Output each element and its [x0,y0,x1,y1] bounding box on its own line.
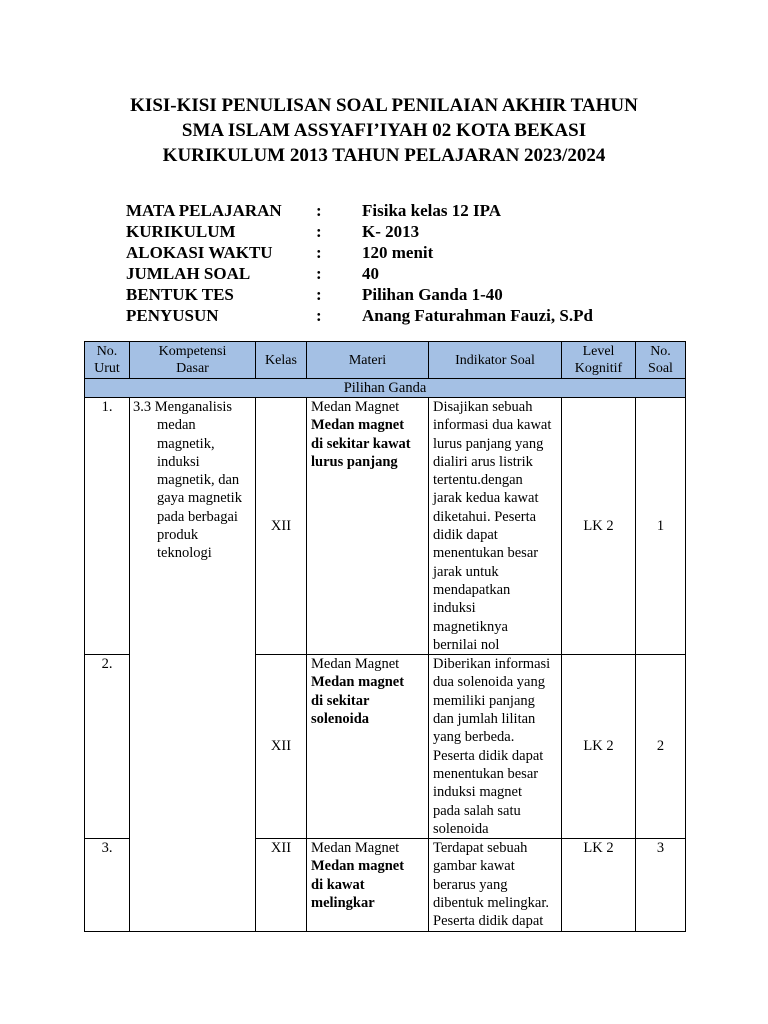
indikator-line: jarak kedua kawat [433,490,539,507]
meta-separator: : [316,285,322,304]
kompetensi-dasar-cell [130,398,256,932]
blueprint-table [84,341,686,932]
indikator-line: Diberikan informasi [433,656,551,673]
table-row [85,398,686,655]
title-line-2: SMA ISLAM ASSYAFI’IYAH 02 KOTA BEKASI [181,120,587,141]
kelas-cell: XII [256,655,307,839]
indikator-line: dialiri arus listrik [433,453,533,470]
indikator-line: yang berbeda. [433,729,515,746]
header-kelas: Kelas [256,342,307,379]
meta-separator: : [316,264,322,283]
meta-key: PENYUSUN [126,306,219,325]
kd-line: gaya magnetik [157,490,242,507]
table-header-row [85,342,686,379]
meta-value: K- 2013 [362,222,420,241]
indikator-line: magnetiknya [433,618,508,635]
indikator-cell [429,398,562,655]
meta-value: 120 menit [362,243,434,262]
kd-line: medan [157,417,196,434]
level-kognitif-cell: LK 2 [562,398,636,655]
indikator-line: gambar kawat [433,858,515,875]
meta-value: 40 [362,264,379,283]
kd-line: magnetik, [157,435,215,452]
meta-separator: : [316,201,322,220]
indikator-line: pada salah satu [433,802,521,819]
meta-key: JUMLAH SOAL [126,264,251,283]
header-materi: Materi [307,342,429,379]
header-kompetensi-dasar: Kompetensi Dasar [130,342,256,379]
materi-title: Medan Magnet [311,840,400,857]
meta-key: KURIKULUM [126,222,236,241]
indikator-line: jarak untuk [433,563,499,580]
indikator-line: induksi [433,600,476,617]
header-level-kognitif: Level Kognitif [562,342,636,379]
document-title [0,93,768,168]
indikator-line: dibentuk melingkar. [433,895,549,912]
materi-topic-line: melingkar [311,895,375,912]
indikator-line: Disajikan sebuah [433,399,533,415]
indikator-line: Peserta didik dapat [433,747,544,764]
materi-topic-line: Medan magnet [311,674,405,691]
meta-separator: : [316,306,322,325]
indikator-line: dan jumlah lilitan [433,711,536,728]
section-label: Pilihan Ganda [85,379,686,398]
meta-value: Anang Faturahman Fauzi, S.Pd [362,306,593,325]
indikator-line: menentukan besar [433,765,539,782]
indikator-line: induksi magnet [433,784,523,801]
materi-cell [307,839,429,931]
no-soal-cell: 3 [636,839,686,931]
indikator-line: informasi dua kawat [433,417,552,434]
section-row [85,379,686,398]
kd-line: pada berbagai [157,508,238,525]
header-no-soal: No. Soal [636,342,686,379]
materi-topic-line: di sekitar kawat [311,435,411,452]
indikator-line: dua solenoida yang [433,674,545,691]
materi-topic-line: lurus panjang [311,453,398,470]
indikator-line: lurus panjang yang [433,435,544,452]
kd-line: magnetik, dan [157,472,240,489]
indikator-line: memiliki panjang [433,692,535,709]
indikator-line: berarus yang [433,876,508,893]
meta-value: Pilihan Ganda 1-40 [362,285,503,304]
indikator-line: menentukan besar [433,545,539,562]
indikator-cell [429,839,562,931]
indikator-line: bernilai nol [433,636,500,653]
indikator-line: didik dapat [433,527,498,544]
kd-line: induksi [157,453,200,470]
indikator-line: Terdapat sebuah [433,840,528,857]
meta-key: BENTUK TES [126,285,234,304]
meta-separator: : [316,222,322,241]
kelas-cell: XII [256,398,307,655]
row-number: 3. [85,839,130,931]
level-kognitif-cell: LK 2 [562,839,636,931]
indikator-cell [429,655,562,839]
indikator-line: tertentu.dengan [433,472,523,489]
materi-cell [307,655,429,839]
materi-topic-line: di sekitar [311,692,370,709]
row-number: 2. [85,655,130,839]
row-number: 1. [85,398,130,655]
meta-value: Fisika kelas 12 IPA [362,201,502,220]
title-line-3: KURIKULUM 2013 TAHUN PELAJARAN 2023/2024 [162,145,606,166]
no-soal-cell: 2 [636,655,686,839]
kelas-cell: XII [256,839,307,931]
materi-topic-line: Medan magnet [311,417,405,434]
indikator-line: mendapatkan [433,581,511,598]
indikator-line: diketahui. Peserta [433,508,537,525]
meta-key: ALOKASI WAKTU [126,243,273,262]
kd-line: teknologi [157,545,212,562]
indikator-line: Peserta didik dapat [433,913,544,930]
header-indikator-soal: Indikator Soal [429,342,562,379]
meta-key: MATA PELAJARAN [126,201,282,220]
materi-title: Medan Magnet [311,399,400,415]
level-kognitif-cell: LK 2 [562,655,636,839]
materi-title: Medan Magnet [311,656,400,673]
no-soal-cell: 1 [636,398,686,655]
kd-line: produk [157,527,199,544]
meta-separator: : [316,243,322,262]
header-no-urut: No. Urut [85,342,130,379]
indikator-line: solenoida [433,820,489,837]
materi-topic-line: Medan magnet [311,858,405,875]
materi-topic-line: solenoida [311,711,370,728]
title-line-1: KISI-KISI PENULISAN SOAL PENILAIAN AKHIR TAHUN [130,95,638,116]
materi-cell [307,398,429,655]
materi-topic-line: di kawat [311,876,365,893]
kd-first-line: 3.3 Menganalisis [133,399,233,415]
